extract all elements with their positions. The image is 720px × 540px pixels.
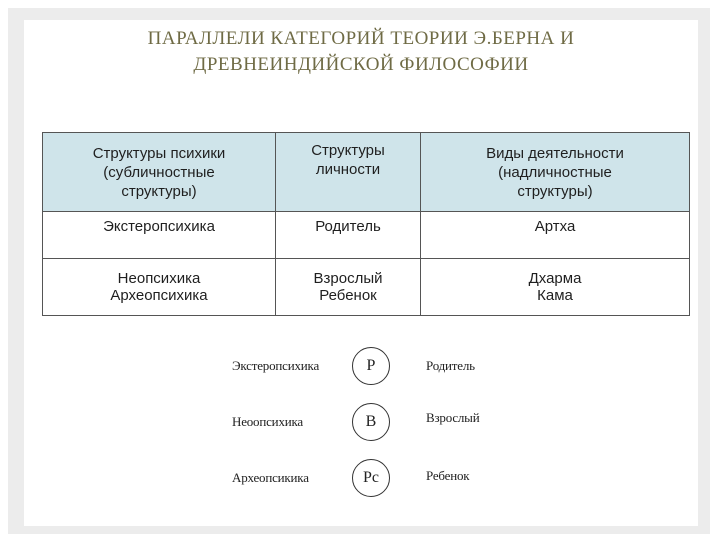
- table-cell: Неопсихика: [43, 259, 276, 288]
- diagram-left-label: Археопсикика: [232, 470, 309, 485]
- circle-label: В: [365, 413, 377, 430]
- header-cell: [43, 133, 276, 212]
- diagram-left-label: Неоопсихика: [232, 414, 303, 429]
- table-cell: Родитель: [276, 212, 421, 259]
- circle-label: Рс: [363, 469, 379, 486]
- table-cell: Кама: [421, 287, 690, 316]
- table-cell: Археопсихика: [43, 287, 276, 316]
- header-text: Структуры: [311, 142, 385, 159]
- title-line-2: ДРЕВНЕИНДИЙСКОЙ ФИЛОСОФИИ: [193, 54, 529, 75]
- diagram-right-label: Взрослый: [426, 410, 480, 425]
- header-text: структуры): [517, 182, 593, 200]
- ego-states-diagram: [228, 342, 492, 502]
- table-cell: Ребенок: [276, 287, 421, 316]
- ego-state-circle: [352, 403, 390, 441]
- header-cell: [276, 133, 421, 212]
- table-cell: Взрослый: [276, 259, 421, 288]
- ego-state-circle: [352, 459, 390, 497]
- table-cell: Дхарма: [421, 259, 690, 288]
- header-cell: [421, 133, 690, 212]
- table-cell: Экстеропсихика: [43, 212, 276, 259]
- circle-label: Р: [366, 357, 376, 374]
- table-row: [43, 287, 690, 316]
- table-row: [43, 259, 690, 288]
- header-text: Виды деятельности: [486, 144, 624, 162]
- table-header-row: [43, 133, 690, 212]
- title-line-1: ПАРАЛЛЕЛИ КАТЕГОРИЙ ТЕОРИИ Э.БЕРНА И: [147, 28, 575, 49]
- title-box: [24, 20, 698, 122]
- table-row: [43, 212, 690, 259]
- header-text: (субличностные: [103, 163, 215, 181]
- slide-title: [24, 20, 698, 122]
- diagram-left-label: Экстеропсихика: [232, 358, 320, 373]
- parallels-table: [42, 132, 690, 316]
- header-text: (надличностные: [498, 163, 612, 181]
- table-cell: Артха: [421, 212, 690, 259]
- header-text: структуры): [121, 182, 197, 200]
- header-text: Структуры психики: [92, 144, 226, 162]
- diagram-right-label: Родитель: [426, 358, 475, 373]
- diagram-right-label: Ребенок: [426, 468, 470, 483]
- header-text: личности: [315, 161, 381, 178]
- ego-state-circle: [352, 347, 390, 385]
